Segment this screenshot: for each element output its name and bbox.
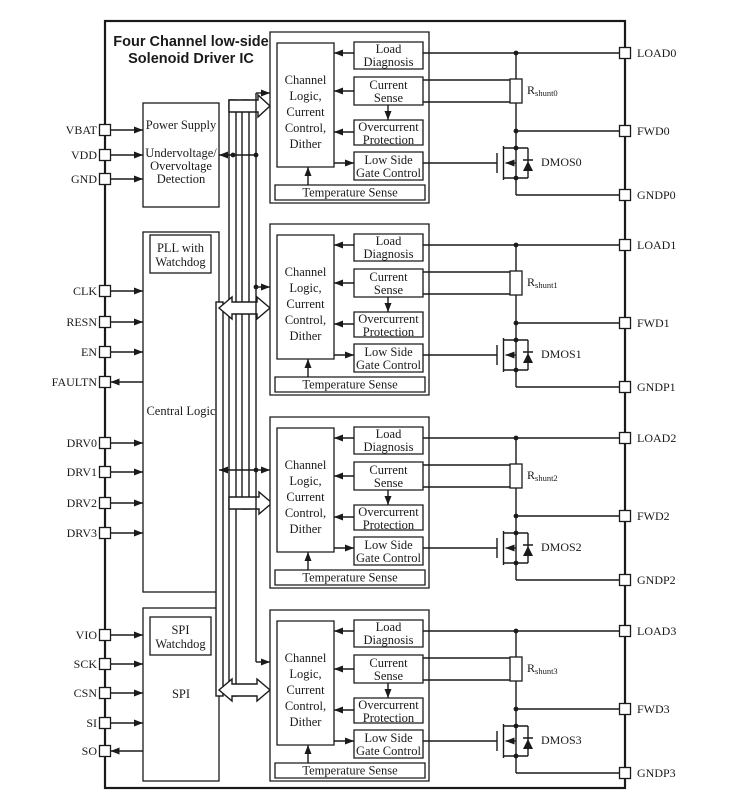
svg-text:Overcurrent: Overcurrent: [358, 505, 419, 519]
low-side-label: Low Side: [364, 153, 413, 167]
pin-gndp2-pad: [620, 575, 631, 586]
pin-fwd3-pad: [620, 704, 631, 715]
svg-text:Temperature Sense: Temperature Sense: [302, 570, 398, 585]
pin-gndp1-label: GNDP1: [637, 380, 676, 394]
pin-drv2-pad: [100, 498, 111, 509]
svg-text:Low Side: Low Side: [364, 538, 413, 552]
svg-text:Diagnosis: Diagnosis: [363, 55, 414, 69]
pin-vbat-pad: [100, 125, 111, 136]
channel0-logic-label: Channel: [284, 73, 327, 87]
svg-text:Gate Control: Gate Control: [356, 358, 421, 372]
pin-en-label: EN: [81, 345, 97, 359]
power-supply-block: [143, 103, 219, 207]
svg-text:Diagnosis: Diagnosis: [363, 440, 414, 454]
svg-text:Current: Current: [369, 656, 408, 670]
pin-drv3-pad: [100, 528, 111, 539]
channel3-logic-label: Channel: [284, 651, 327, 665]
pin-load1-label: LOAD1: [637, 238, 677, 252]
dmos0-label: DMOS0: [541, 155, 582, 169]
svg-text:Control,: Control,: [284, 699, 327, 713]
pin-vdd-label: VDD: [71, 148, 97, 162]
svg-text:Current: Current: [369, 463, 408, 477]
pin-sck-label: SCK: [73, 657, 97, 671]
pin-so-pad: [100, 746, 111, 757]
uv-ov-label-3: Detection: [156, 172, 206, 186]
svg-text:Protection: Protection: [362, 325, 415, 339]
pin-si-label: SI: [86, 716, 97, 730]
shunt-resistor-2-label: $R_{shunt2}$: [527, 468, 558, 483]
pin-load0-pad: [620, 48, 631, 59]
svg-text:Sense: Sense: [373, 283, 404, 297]
pin-fwd1-label: FWD1: [637, 316, 670, 330]
pin-load1-pad: [620, 240, 631, 251]
uv-ov-label-2: Overvoltage: [150, 159, 212, 173]
svg-text:Low Side: Low Side: [364, 731, 413, 745]
svg-text:Sense: Sense: [373, 476, 404, 490]
pin-gnd-pad: [100, 174, 111, 185]
pll-watchdog-label-2: Watchdog: [155, 255, 206, 269]
channel1-logic-label: Channel: [284, 265, 327, 279]
svg-text:Control,: Control,: [284, 121, 327, 135]
pin-resn-label: RESN: [66, 315, 97, 329]
diagram-title-line2: Solenoid Driver IC: [128, 51, 254, 67]
svg-text:Control,: Control,: [284, 506, 327, 520]
pin-clk-label: CLK: [73, 284, 97, 298]
shunt-resistor-0-label: $R_{shunt0}$: [527, 83, 558, 98]
pin-fwd3-label: FWD3: [637, 702, 670, 716]
pin-vio-label: VIO: [75, 628, 97, 642]
shunt-resistor-3-label: $R_{shunt3}$: [527, 661, 558, 676]
svg-text:Load: Load: [375, 620, 402, 634]
dmos3-label: DMOS3: [541, 733, 582, 747]
svg-text:Logic,: Logic,: [289, 667, 322, 681]
pin-load3-label: LOAD3: [637, 624, 677, 638]
pll-watchdog-label-1: PLL with: [156, 241, 205, 255]
svg-text:Logic,: Logic,: [289, 474, 322, 488]
temperature-sense-label: Temperature Sense: [302, 185, 398, 200]
svg-text:Overcurrent: Overcurrent: [358, 698, 419, 712]
svg-text:Diagnosis: Diagnosis: [363, 247, 414, 261]
pin-fwd2-pad: [620, 511, 631, 522]
svg-text:Protection: Protection: [362, 518, 415, 532]
dmos1-label: DMOS1: [541, 347, 582, 361]
svg-text:Protection: Protection: [362, 133, 415, 147]
svg-text:Dither: Dither: [289, 522, 322, 536]
pin-gndp0-pad: [620, 190, 631, 201]
pin-fwd1-pad: [620, 318, 631, 329]
shunt-resistor-0: [510, 79, 522, 103]
bus-vertical-a: [216, 302, 223, 696]
svg-text:Low Side: Low Side: [364, 345, 413, 359]
shunt-resistor-2: [510, 464, 522, 488]
svg-text:Current: Current: [286, 297, 325, 311]
svg-text:Protection: Protection: [362, 711, 415, 725]
shunt-resistor-1-label: $R_{shunt1}$: [527, 275, 558, 290]
svg-text:Current: Current: [369, 270, 408, 284]
pin-load2-label: LOAD2: [637, 431, 677, 445]
svg-text:Sense: Sense: [373, 669, 404, 683]
pin-faultn-pad: [100, 377, 111, 388]
pin-gndp0-label: GNDP0: [637, 188, 676, 202]
shunt-resistor-3: [510, 657, 522, 681]
pin-clk-pad: [100, 286, 111, 297]
load-diagnosis-label: Load: [375, 42, 402, 56]
spi-watchdog-label-1: SPI: [171, 623, 190, 637]
pin-so-label: SO: [81, 744, 97, 758]
pin-faultn-label: FAULTN: [51, 375, 97, 389]
pin-vdd-pad: [100, 150, 111, 161]
pin-drv1-pad: [100, 467, 111, 478]
spi-label: SPI: [171, 687, 191, 701]
pin-en-pad: [100, 347, 111, 358]
pin-si-pad: [100, 718, 111, 729]
diagram-title-line1: Four Channel low-side: [113, 34, 269, 50]
svg-text:Dither: Dither: [289, 329, 322, 343]
svg-text:Current: Current: [286, 105, 325, 119]
svg-text:Diagnosis: Diagnosis: [363, 633, 414, 647]
pin-gnd-label: GND: [71, 172, 97, 186]
pin-gndp3-pad: [620, 768, 631, 779]
svg-text:Load: Load: [375, 234, 402, 248]
pin-fwd0-pad: [620, 126, 631, 137]
bus-vertical-b: [229, 100, 236, 696]
svg-text:Current: Current: [286, 683, 325, 697]
svg-text:Dither: Dither: [289, 715, 322, 729]
pin-csn-pad: [100, 688, 111, 699]
svg-text:Dither: Dither: [289, 137, 322, 151]
svg-text:Gate Control: Gate Control: [356, 551, 421, 565]
uv-ov-label-1: Undervoltage/: [145, 146, 217, 160]
svg-text:Logic,: Logic,: [289, 89, 322, 103]
svg-text:Current: Current: [286, 490, 325, 504]
central-logic-label: Central Logic: [146, 404, 216, 418]
svg-text:Temperature Sense: Temperature Sense: [302, 763, 398, 778]
dmos2-label: DMOS2: [541, 540, 582, 554]
pin-gndp3-label: GNDP3: [637, 766, 676, 780]
svg-text:Control,: Control,: [284, 313, 327, 327]
pin-gndp2-label: GNDP2: [637, 573, 676, 587]
pin-gndp1-pad: [620, 382, 631, 393]
current-sense-label: Current: [369, 78, 408, 92]
svg-text:Temperature Sense: Temperature Sense: [302, 377, 398, 392]
svg-text:Sense: Sense: [373, 91, 404, 105]
pin-csn-label: CSN: [73, 686, 97, 700]
pin-load0-label: LOAD0: [637, 46, 677, 60]
svg-text:Logic,: Logic,: [289, 281, 322, 295]
pin-fwd0-label: FWD0: [637, 124, 670, 138]
pin-fwd2-label: FWD2: [637, 509, 670, 523]
svg-text:Gate Control: Gate Control: [356, 166, 421, 180]
pin-sck-pad: [100, 659, 111, 670]
spi-watchdog-label-2: Watchdog: [155, 637, 206, 651]
pin-load2-pad: [620, 433, 631, 444]
pin-drv0-label: DRV0: [66, 436, 97, 450]
shunt-resistor-1: [510, 271, 522, 295]
svg-text:Load: Load: [375, 427, 402, 441]
svg-text:Gate Control: Gate Control: [356, 744, 421, 758]
pin-drv0-pad: [100, 438, 111, 449]
pin-resn-pad: [100, 317, 111, 328]
channel2-logic-label: Channel: [284, 458, 327, 472]
pin-load3-pad: [620, 626, 631, 637]
power-supply-label: Power Supply: [145, 118, 217, 132]
pin-vbat-label: VBAT: [65, 123, 97, 137]
svg-text:Overcurrent: Overcurrent: [358, 312, 419, 326]
pin-drv2-label: DRV2: [66, 496, 97, 510]
overcurrent-label: Overcurrent: [358, 120, 419, 134]
pin-drv1-label: DRV1: [66, 465, 97, 479]
spi-block: [143, 608, 219, 781]
central-logic-block: [143, 232, 219, 592]
pin-drv3-label: DRV3: [66, 526, 97, 540]
pin-vio-pad: [100, 630, 111, 641]
